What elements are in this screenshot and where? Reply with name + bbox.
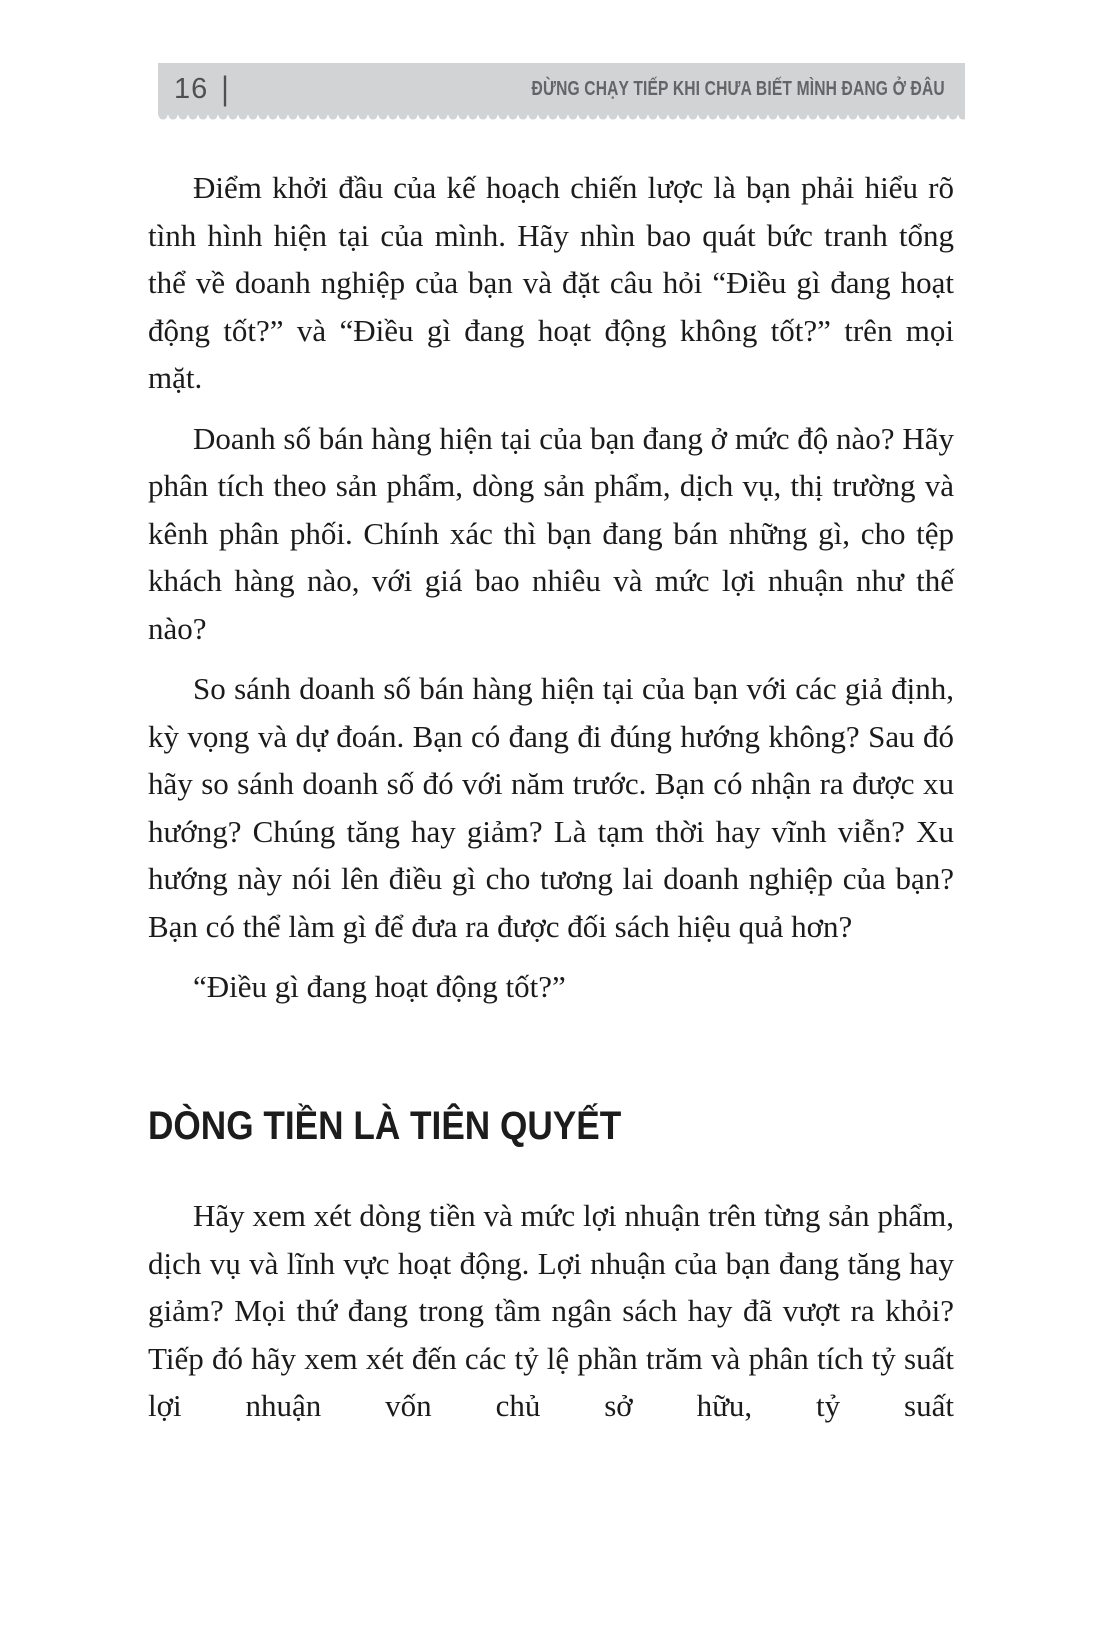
header-torn-edge [158, 115, 965, 121]
paragraph-cash-flow: Hãy xem xét dòng tiền và mức lợi nhuận trên từng sản phẩm, dịch vụ và lĩnh vực hoạt động. Lợi nhuận của bạn đang tăng hay giảm? Mọi thứ đang trong tầm ngân sách hay đã vượt ra khỏi? Tiếp đó hãy xem xét đến các tỷ lệ phần trăm và phân tích tỷ suất lợi nhuận vốn chủ sở hữu, tỷ suất [148, 1198, 954, 1423]
paragraph-sales-analysis: Doanh số bán hàng hiện tại của bạn đang ở mức độ nào? Hãy phân tích theo sản phẩm, dòng sản phẩm, dịch vụ, thị trường và kênh phân phối. Chính xác thì bạn đang bán những gì, cho tệp khách hàng nào, với giá bao nhiêu và mức lợi nhuận như thế nào? [148, 420, 954, 646]
paragraph-strategy-start: Điểm khởi đầu của kế hoạch chiến lược là bạn phải hiểu rõ tình hình hiện tại của mình. Hãy nhìn bao quát bức tranh tổng thể về doanh nghiệp của bạn và đặt câu hỏi “Điều gì đang hoạt động tốt?” và “Điều gì đang hoạt động không tốt?” trên mọi mặt. [148, 170, 954, 395]
page-number: 16 [174, 72, 209, 105]
running-title: ĐỪNG CHẠY TIẾP KHI CHƯA BIẾT MÌNH ĐANG Ở ĐÂU [531, 77, 945, 100]
section-heading: DÒNG TIỀN LÀ TIÊN QUYẾT [148, 1103, 622, 1148]
header-bar [158, 63, 965, 115]
header-divider: | [221, 70, 229, 107]
page-content [148, 164, 954, 1430]
paragraph-quote: “Điều gì đang hoạt động tốt?” [193, 969, 566, 1004]
paragraph-sales-comparison: So sánh doanh số bán hàng hiện tại của bạn với các giả định, kỳ vọng và dự đoán. Bạn có đang đi đúng hướng không? Sau đó hãy so sánh doanh số đó với năm trước. Bạn có nhận ra được xu hướng? Chúng tăng hay giảm? Là tạm thời hay vĩnh viễn? Xu hướng này nói lên điều gì cho tương lai doanh nghiệp của bạn? Bạn có thể làm gì để đưa ra được đối sách hiệu quả hơn? [148, 671, 954, 944]
page-header [158, 63, 965, 121]
